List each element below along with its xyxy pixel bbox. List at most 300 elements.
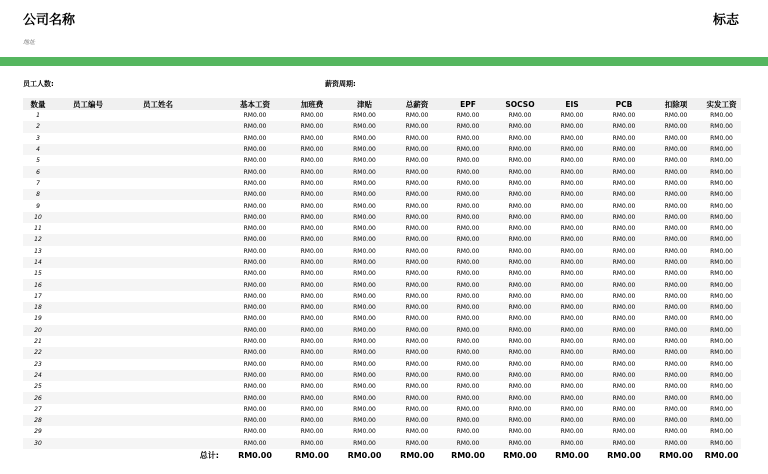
amount-cell: RM0.00 xyxy=(560,134,584,142)
amount-cell: RM0.00 xyxy=(456,405,480,413)
amount-cell: RM0.00 xyxy=(243,179,267,187)
row-number: 24 xyxy=(23,370,53,381)
amount-cell: RM0.00 xyxy=(405,134,429,142)
amount-cell: RM0.00 xyxy=(650,144,702,155)
amount-cell: RM0.00 xyxy=(456,360,480,368)
total-cell: RM0.00 xyxy=(546,449,598,462)
amount-cell: RM0.00 xyxy=(405,112,429,120)
amount-cell: RM0.00 xyxy=(223,302,287,313)
totals-row xyxy=(23,449,741,462)
table-row xyxy=(23,404,741,415)
employee-id-cell xyxy=(53,189,123,200)
amount-cell: RM0.00 xyxy=(456,383,480,391)
row-number: 14 xyxy=(23,257,53,268)
amount-cell: RM0.00 xyxy=(337,212,392,223)
employee-name-cell xyxy=(123,359,223,370)
row-number: 16 xyxy=(23,279,53,290)
employee-name-cell xyxy=(123,155,223,166)
employee-name-cell xyxy=(123,121,223,132)
amount-cell: RM0.00 xyxy=(560,315,584,323)
amount-cell: RM0.00 xyxy=(546,121,598,132)
employee-id-cell xyxy=(53,212,123,223)
amount-cell: RM0.00 xyxy=(650,392,702,403)
amount-cell: RM0.00 xyxy=(650,415,702,426)
amount-cell: RM0.00 xyxy=(392,144,442,155)
amount-cell: RM0.00 xyxy=(442,302,494,313)
employee-name-cell xyxy=(123,302,223,313)
amount-cell: RM0.00 xyxy=(300,134,324,142)
amount-cell: RM0.00 xyxy=(337,189,392,200)
amount-cell: RM0.00 xyxy=(598,121,650,132)
amount-cell: RM0.00 xyxy=(508,428,532,436)
amount-cell: RM0.00 xyxy=(494,302,546,313)
amount-cell: RM0.00 xyxy=(337,302,392,313)
amount-cell: RM0.00 xyxy=(300,360,324,368)
amount-cell: RM0.00 xyxy=(664,202,688,210)
amount-cell: RM0.00 xyxy=(392,212,442,223)
amount-cell: RM0.00 xyxy=(353,383,376,391)
amount-cell: RM0.00 xyxy=(353,112,376,120)
row-number: 26 xyxy=(23,392,53,403)
amount-cell: RM0.00 xyxy=(456,428,480,436)
employee-id-cell xyxy=(53,279,123,290)
amount-cell: RM0.00 xyxy=(405,292,429,300)
row-number: 7 xyxy=(36,179,40,187)
amount-cell: RM0.00 xyxy=(300,405,324,413)
amount-cell: RM0.00 xyxy=(243,360,267,368)
table-row xyxy=(23,121,741,132)
amount-cell: RM0.00 xyxy=(508,383,532,391)
amount-cell: RM0.00 xyxy=(612,202,636,210)
table-row xyxy=(23,268,741,279)
total-cell: RM0.00 xyxy=(392,449,442,462)
amount-cell: RM0.00 xyxy=(560,179,584,187)
amount-cell: RM0.00 xyxy=(710,292,733,300)
accent-band xyxy=(0,57,768,66)
amount-cell: RM0.00 xyxy=(546,212,598,223)
amount-cell: RM0.00 xyxy=(494,325,546,336)
amount-cell: RM0.00 xyxy=(546,144,598,155)
amount-cell: RM0.00 xyxy=(287,144,337,155)
amount-cell: RM0.00 xyxy=(612,315,636,323)
table-row xyxy=(23,438,741,449)
total-cell: RM0.00 xyxy=(287,449,337,462)
amount-cell: RM0.00 xyxy=(494,370,546,381)
amount-cell: RM0.00 xyxy=(392,189,442,200)
row-number: 2 xyxy=(23,121,53,132)
amount-cell: RM0.00 xyxy=(223,279,287,290)
amount-cell: RM0.00 xyxy=(702,121,741,132)
amount-cell: RM0.00 xyxy=(508,157,532,165)
amount-cell: RM0.00 xyxy=(494,392,546,403)
employee-id-cell xyxy=(53,291,123,302)
row-number: 5 xyxy=(36,157,40,165)
amount-cell: RM0.00 xyxy=(353,338,376,346)
amount-cell: RM0.00 xyxy=(702,370,741,381)
amount-cell: RM0.00 xyxy=(650,166,702,177)
amount-cell: RM0.00 xyxy=(650,212,702,223)
amount-cell: RM0.00 xyxy=(243,315,267,323)
row-number: 4 xyxy=(23,144,53,155)
amount-cell: RM0.00 xyxy=(598,257,650,268)
amount-cell: RM0.00 xyxy=(598,144,650,155)
amount-cell: RM0.00 xyxy=(702,257,741,268)
amount-cell: RM0.00 xyxy=(392,302,442,313)
amount-cell: RM0.00 xyxy=(508,315,532,323)
amount-cell: RM0.00 xyxy=(612,338,636,346)
table-row xyxy=(23,246,741,257)
row-number: 13 xyxy=(34,247,42,255)
table-row xyxy=(23,133,741,144)
column-header: 津贴 xyxy=(337,98,392,110)
amount-cell: RM0.00 xyxy=(560,383,584,391)
employee-id-cell xyxy=(53,178,123,189)
employee-name-cell xyxy=(123,381,223,392)
column-header: 数量 xyxy=(23,98,53,110)
amount-cell: RM0.00 xyxy=(392,347,442,358)
row-number: 9 xyxy=(36,202,40,210)
amount-cell: RM0.00 xyxy=(612,179,636,187)
amount-cell: RM0.00 xyxy=(494,415,546,426)
amount-cell: RM0.00 xyxy=(456,292,480,300)
amount-cell: RM0.00 xyxy=(243,338,267,346)
employee-id-cell xyxy=(53,223,123,234)
amount-cell: RM0.00 xyxy=(546,438,598,449)
amount-cell: RM0.00 xyxy=(560,292,584,300)
amount-cell: RM0.00 xyxy=(392,415,442,426)
amount-cell: RM0.00 xyxy=(456,202,480,210)
amount-cell: RM0.00 xyxy=(287,166,337,177)
amount-cell: RM0.00 xyxy=(560,225,584,233)
column-header: SOCSO xyxy=(494,98,546,110)
amount-cell: RM0.00 xyxy=(243,157,267,165)
amount-cell: RM0.00 xyxy=(664,270,688,278)
amount-cell: RM0.00 xyxy=(546,234,598,245)
amount-cell: RM0.00 xyxy=(612,270,636,278)
row-number: 21 xyxy=(34,338,42,346)
employee-name-cell xyxy=(123,392,223,403)
employee-id-cell xyxy=(53,302,123,313)
employee-id-cell xyxy=(53,133,123,144)
employee-name-cell xyxy=(123,325,223,336)
employee-name-cell xyxy=(123,268,223,279)
employee-id-cell xyxy=(53,370,123,381)
amount-cell: RM0.00 xyxy=(494,438,546,449)
amount-cell: RM0.00 xyxy=(287,121,337,132)
employee-id-cell xyxy=(53,415,123,426)
total-cell: RM0.00 xyxy=(702,449,741,462)
amount-cell: RM0.00 xyxy=(353,428,376,436)
amount-cell: RM0.00 xyxy=(300,157,324,165)
amount-cell: RM0.00 xyxy=(353,202,376,210)
total-cell: RM0.00 xyxy=(337,449,392,462)
amount-cell: RM0.00 xyxy=(353,157,376,165)
amount-cell: RM0.00 xyxy=(405,315,429,323)
amount-cell: RM0.00 xyxy=(664,315,688,323)
company-name: 公司名称 xyxy=(23,13,76,28)
table-row xyxy=(23,144,741,155)
amount-cell: RM0.00 xyxy=(243,112,267,120)
employee-name-cell xyxy=(123,212,223,223)
amount-cell: RM0.00 xyxy=(508,112,532,120)
employee-id-cell xyxy=(53,392,123,403)
amount-cell: RM0.00 xyxy=(353,315,376,323)
amount-cell: RM0.00 xyxy=(456,247,480,255)
amount-cell: RM0.00 xyxy=(560,360,584,368)
amount-cell: RM0.00 xyxy=(353,134,376,142)
amount-cell: RM0.00 xyxy=(598,392,650,403)
amount-cell: RM0.00 xyxy=(664,112,688,120)
employee-id-cell xyxy=(53,325,123,336)
employee-name-cell xyxy=(123,178,223,189)
amount-cell: RM0.00 xyxy=(508,225,532,233)
amount-cell: RM0.00 xyxy=(494,166,546,177)
amount-cell: RM0.00 xyxy=(598,234,650,245)
row-number: 8 xyxy=(23,189,53,200)
row-number: 28 xyxy=(23,415,53,426)
table-row xyxy=(23,347,741,358)
employee-name-cell xyxy=(123,234,223,245)
amount-cell: RM0.00 xyxy=(710,202,733,210)
amount-cell: RM0.00 xyxy=(508,338,532,346)
employee-id-cell xyxy=(53,200,123,211)
table-row xyxy=(23,336,741,347)
amount-cell: RM0.00 xyxy=(546,347,598,358)
amount-cell: RM0.00 xyxy=(223,257,287,268)
table-row xyxy=(23,155,741,166)
amount-cell: RM0.00 xyxy=(300,315,324,323)
employee-name-cell xyxy=(123,438,223,449)
amount-cell: RM0.00 xyxy=(664,383,688,391)
table-row xyxy=(23,257,741,268)
total-cell: RM0.00 xyxy=(650,449,702,462)
amount-cell: RM0.00 xyxy=(405,428,429,436)
amount-cell: RM0.00 xyxy=(494,257,546,268)
amount-cell: RM0.00 xyxy=(650,438,702,449)
amount-cell: RM0.00 xyxy=(243,202,267,210)
amount-cell: RM0.00 xyxy=(353,247,376,255)
column-header: 员工姓名 xyxy=(123,98,223,110)
amount-cell: RM0.00 xyxy=(337,325,392,336)
amount-cell: RM0.00 xyxy=(546,415,598,426)
amount-cell: RM0.00 xyxy=(405,405,429,413)
table-row xyxy=(23,279,741,290)
amount-cell: RM0.00 xyxy=(287,279,337,290)
amount-cell: RM0.00 xyxy=(353,270,376,278)
table-row xyxy=(23,234,741,245)
amount-cell: RM0.00 xyxy=(702,166,741,177)
employee-name-cell xyxy=(123,189,223,200)
amount-cell: RM0.00 xyxy=(710,270,733,278)
amount-cell: RM0.00 xyxy=(598,325,650,336)
amount-cell: RM0.00 xyxy=(702,392,741,403)
total-cell: RM0.00 xyxy=(494,449,546,462)
amount-cell: RM0.00 xyxy=(664,157,688,165)
amount-cell: RM0.00 xyxy=(456,134,480,142)
amount-cell: RM0.00 xyxy=(650,234,702,245)
column-header: 员工编号 xyxy=(53,98,123,110)
amount-cell: RM0.00 xyxy=(223,234,287,245)
amount-cell: RM0.00 xyxy=(300,270,324,278)
amount-cell: RM0.00 xyxy=(287,302,337,313)
table-row xyxy=(23,110,741,121)
amount-cell: RM0.00 xyxy=(243,270,267,278)
amount-cell: RM0.00 xyxy=(598,279,650,290)
amount-cell: RM0.00 xyxy=(560,338,584,346)
row-number: 15 xyxy=(34,270,42,278)
amount-cell: RM0.00 xyxy=(494,144,546,155)
amount-cell: RM0.00 xyxy=(223,325,287,336)
amount-cell: RM0.00 xyxy=(223,166,287,177)
amount-cell: RM0.00 xyxy=(664,134,688,142)
amount-cell: RM0.00 xyxy=(392,121,442,132)
amount-cell: RM0.00 xyxy=(560,247,584,255)
table-row xyxy=(23,178,741,189)
row-number: 29 xyxy=(34,428,42,436)
amount-cell: RM0.00 xyxy=(337,279,392,290)
amount-cell: RM0.00 xyxy=(405,202,429,210)
amount-cell: RM0.00 xyxy=(702,212,741,223)
amount-cell: RM0.00 xyxy=(664,179,688,187)
amount-cell: RM0.00 xyxy=(405,225,429,233)
employee-name-cell xyxy=(123,257,223,268)
row-number: 20 xyxy=(23,325,53,336)
row-number: 19 xyxy=(34,315,42,323)
amount-cell: RM0.00 xyxy=(287,234,337,245)
employee-name-cell xyxy=(123,336,223,347)
amount-cell: RM0.00 xyxy=(287,347,337,358)
table-row xyxy=(23,212,741,223)
amount-cell: RM0.00 xyxy=(243,225,267,233)
row-number: 3 xyxy=(36,134,40,142)
amount-cell: RM0.00 xyxy=(456,179,480,187)
amount-cell: RM0.00 xyxy=(664,360,688,368)
company-address: 地址 xyxy=(23,39,36,46)
amount-cell: RM0.00 xyxy=(392,392,442,403)
amount-cell: RM0.00 xyxy=(442,189,494,200)
table-row xyxy=(23,291,741,302)
amount-cell: RM0.00 xyxy=(508,270,532,278)
employee-name-cell xyxy=(123,246,223,257)
amount-cell: RM0.00 xyxy=(612,225,636,233)
amount-cell: RM0.00 xyxy=(650,302,702,313)
employee-id-cell xyxy=(53,121,123,132)
employee-id-cell xyxy=(53,336,123,347)
amount-cell: RM0.00 xyxy=(456,112,480,120)
amount-cell: RM0.00 xyxy=(442,392,494,403)
row-number: 1 xyxy=(36,112,40,120)
employee-id-cell xyxy=(53,438,123,449)
amount-cell: RM0.00 xyxy=(702,302,741,313)
amount-cell: RM0.00 xyxy=(392,370,442,381)
amount-cell: RM0.00 xyxy=(664,428,688,436)
table-header-row xyxy=(23,98,741,110)
amount-cell: RM0.00 xyxy=(560,157,584,165)
amount-cell: RM0.00 xyxy=(337,392,392,403)
amount-cell: RM0.00 xyxy=(494,212,546,223)
amount-cell: RM0.00 xyxy=(598,166,650,177)
amount-cell: RM0.00 xyxy=(223,212,287,223)
amount-cell: RM0.00 xyxy=(287,257,337,268)
employee-id-cell xyxy=(53,404,123,415)
row-number: 11 xyxy=(34,225,42,233)
employee-name-cell xyxy=(123,404,223,415)
amount-cell: RM0.00 xyxy=(287,392,337,403)
total-cell: RM0.00 xyxy=(442,449,494,462)
amount-cell: RM0.00 xyxy=(664,292,688,300)
employee-id-cell xyxy=(53,359,123,370)
amount-cell: RM0.00 xyxy=(598,189,650,200)
amount-cell: RM0.00 xyxy=(300,338,324,346)
amount-cell: RM0.00 xyxy=(612,360,636,368)
table-row xyxy=(23,359,741,370)
amount-cell: RM0.00 xyxy=(223,438,287,449)
amount-cell: RM0.00 xyxy=(223,370,287,381)
amount-cell: RM0.00 xyxy=(702,279,741,290)
amount-cell: RM0.00 xyxy=(300,179,324,187)
employee-id-cell xyxy=(53,166,123,177)
amount-cell: RM0.00 xyxy=(508,405,532,413)
amount-cell: RM0.00 xyxy=(223,392,287,403)
amount-cell: RM0.00 xyxy=(650,347,702,358)
employee-name-cell xyxy=(123,166,223,177)
amount-cell: RM0.00 xyxy=(702,325,741,336)
employee-count-label: 员工人数: xyxy=(23,80,54,88)
amount-cell: RM0.00 xyxy=(702,347,741,358)
amount-cell: RM0.00 xyxy=(508,247,532,255)
column-header: PCB xyxy=(598,98,650,110)
amount-cell: RM0.00 xyxy=(392,166,442,177)
amount-cell: RM0.00 xyxy=(612,247,636,255)
amount-cell: RM0.00 xyxy=(598,438,650,449)
amount-cell: RM0.00 xyxy=(710,405,733,413)
employee-name-cell xyxy=(123,370,223,381)
amount-cell: RM0.00 xyxy=(494,189,546,200)
employee-id-cell xyxy=(53,268,123,279)
amount-cell: RM0.00 xyxy=(405,157,429,165)
amount-cell: RM0.00 xyxy=(710,157,733,165)
table-row xyxy=(23,392,741,403)
amount-cell: RM0.00 xyxy=(650,279,702,290)
employee-id-cell xyxy=(53,246,123,257)
amount-cell: RM0.00 xyxy=(710,179,733,187)
amount-cell: RM0.00 xyxy=(650,121,702,132)
amount-cell: RM0.00 xyxy=(494,279,546,290)
amount-cell: RM0.00 xyxy=(243,247,267,255)
amount-cell: RM0.00 xyxy=(405,360,429,368)
employee-name-cell xyxy=(123,426,223,437)
table-row xyxy=(23,325,741,336)
amount-cell: RM0.00 xyxy=(392,438,442,449)
amount-cell: RM0.00 xyxy=(546,392,598,403)
amount-cell: RM0.00 xyxy=(612,157,636,165)
employee-id-cell xyxy=(53,347,123,358)
amount-cell: RM0.00 xyxy=(612,428,636,436)
amount-cell: RM0.00 xyxy=(243,383,267,391)
amount-cell: RM0.00 xyxy=(598,302,650,313)
amount-cell: RM0.00 xyxy=(710,134,733,142)
pay-period-label: 薪资周期: xyxy=(325,80,356,88)
employee-id-cell xyxy=(53,313,123,324)
employee-id-cell xyxy=(53,381,123,392)
amount-cell: RM0.00 xyxy=(702,234,741,245)
amount-cell: RM0.00 xyxy=(494,121,546,132)
row-number: 22 xyxy=(23,347,53,358)
amount-cell: RM0.00 xyxy=(353,405,376,413)
column-header: 扣除项 xyxy=(650,98,702,110)
total-cell: RM0.00 xyxy=(223,449,287,462)
amount-cell: RM0.00 xyxy=(598,415,650,426)
